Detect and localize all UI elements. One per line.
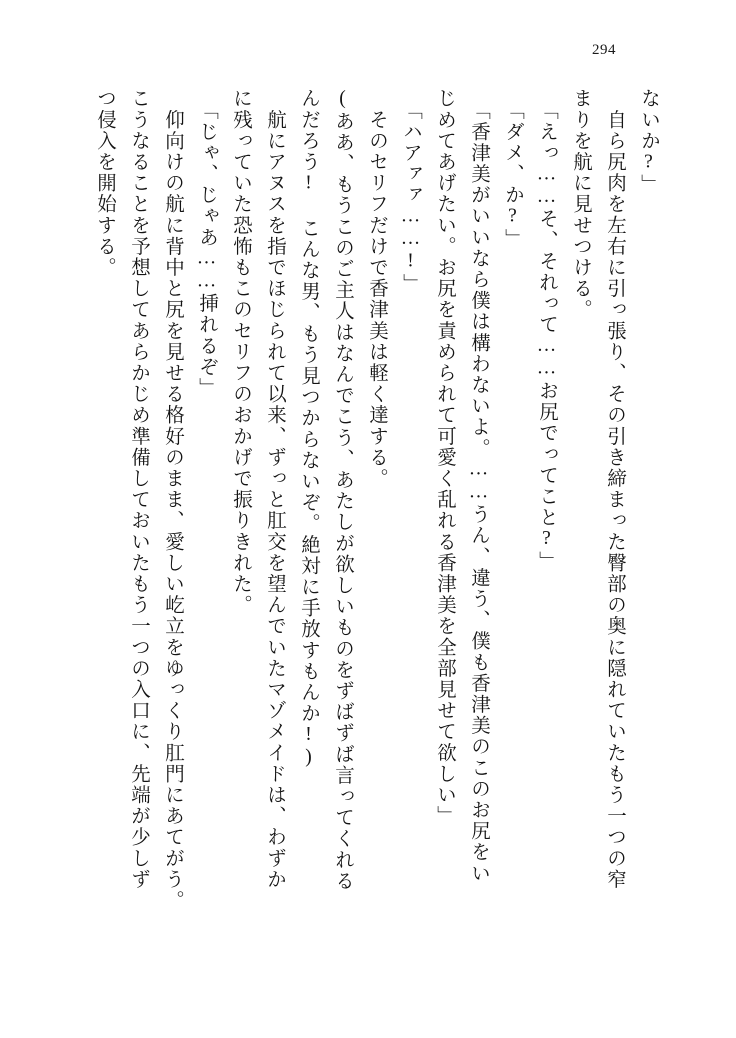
text-column: こうなることを予想してあらかじめ準備しておいたもう一つの入口に、先端が少しず xyxy=(128,88,149,890)
text-column: (ああ、もうこのご主人はなんでこう、あたしが欲しいものをずばずば言ってくれる xyxy=(332,88,353,892)
text-column: 自ら尻肉を左右に引っ張り、その引き締まった臀部の奥に隠れていたもう一つの窄 xyxy=(604,88,625,890)
text-column: じめてあげたい。お尻を責められて可愛く乱れる香津美を全部見せて欲しい」 xyxy=(434,88,455,827)
text-column: 「香津美がいいなら僕は構わないよ。……うん、違う、僕も香津美のこのお尻をい xyxy=(468,100,489,884)
text-column: 「ハアァァ……!」 xyxy=(400,100,421,295)
text-column: に残っていた恐怖もこのセリフのおかげで振りきれた。 xyxy=(230,88,251,616)
page-number: 294 xyxy=(592,42,616,58)
text-column: 「ダメ、か?」 xyxy=(502,100,523,250)
text-column: ないか?」 xyxy=(638,88,659,195)
text-column: 仰向けの航に背中と尻を見せる格好のまま、愛しい屹立をゆっくり肛門にあてがう。 xyxy=(162,88,183,911)
text-column: んだろう! こんな男、もう見つからないぞ。絶対に手放すもんか!) xyxy=(298,88,319,770)
text-column: 航にアヌスを指でほじられて以来、ずっと肛交を望んでいたマゾメイドは、わずか xyxy=(264,88,285,890)
text-column: 「じゃ、じゃあ……挿れるぞ」 xyxy=(196,100,217,399)
text-column: そのセリフだけで香津美は軽く達する。 xyxy=(366,88,387,489)
text-column: 「えっ……そ、それって……お尻でってこと?」 xyxy=(536,100,557,572)
text-column: つ侵入を開始する。 xyxy=(94,88,115,278)
vertical-text-body xyxy=(72,88,658,968)
text-column: まりを航に見せつける。 xyxy=(570,88,591,321)
